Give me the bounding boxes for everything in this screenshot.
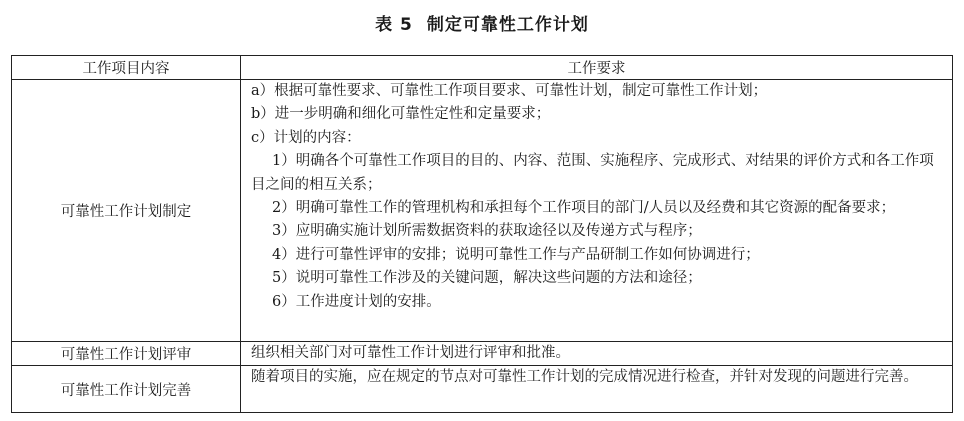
table-row [12, 342, 953, 366]
table-row [12, 80, 953, 342]
requirement-line: 随着项目的实施，应在规定的节点对可靠性工作计划的完成情况进行检查，并针对发现的问题进行完善。 [251, 369, 918, 386]
table-number: 表 5 [375, 15, 413, 35]
requirement-line: b）进一步明确和细化可靠性定性和定量要求； [251, 106, 551, 123]
requirement-line: c）计划的内容： [251, 129, 361, 146]
requirement-line: 组织相关部门对可靠性工作计划进行评审和批准。 [251, 345, 570, 361]
row-item-name: 可靠性工作计划制定 [12, 80, 241, 342]
row-requirements [241, 342, 953, 366]
header-requirements: 工作要求 [241, 56, 953, 80]
table-title [0, 10, 964, 40]
row-item-name: 可靠性工作计划评审 [12, 342, 241, 366]
requirement-subline: 6）工作进度计划的安排。 [272, 293, 441, 310]
row-item-name: 可靠性工作计划完善 [12, 366, 241, 413]
table-row [12, 366, 953, 413]
requirement-subline: 3）应明确实施计划所需数据资料的获取途径以及传递方式与程序； [272, 223, 702, 240]
table-header-row [12, 56, 953, 80]
requirement-subline: 2）明确可靠性工作的管理机构和承担每个工作项目的部门/人员以及经费和其它资源的配备要求； [272, 200, 896, 217]
header-item-content: 工作项目内容 [12, 56, 241, 80]
table-title-text: 制定可靠性工作计划 [426, 15, 589, 35]
requirements-table [11, 55, 953, 413]
requirement-subline: 1）明确各个可靠性工作项目的目的、内容、范围、实施程序、完成形式、对结果的评价方式和各工作项目之间的相互关系； [251, 153, 934, 193]
requirement-subline: 4）进行可靠性评审的安排；说明可靠性工作与产品研制工作如何协调进行； [272, 246, 760, 263]
row-requirements [241, 80, 953, 342]
requirement-subline: 5）说明可靠性工作涉及的关键问题，解决这些问题的方法和途径； [272, 270, 702, 287]
row-requirements [241, 366, 953, 413]
requirement-line: a）根据可靠性要求、可靠性工作项目要求、可靠性计划，制定可靠性工作计划； [251, 83, 768, 99]
